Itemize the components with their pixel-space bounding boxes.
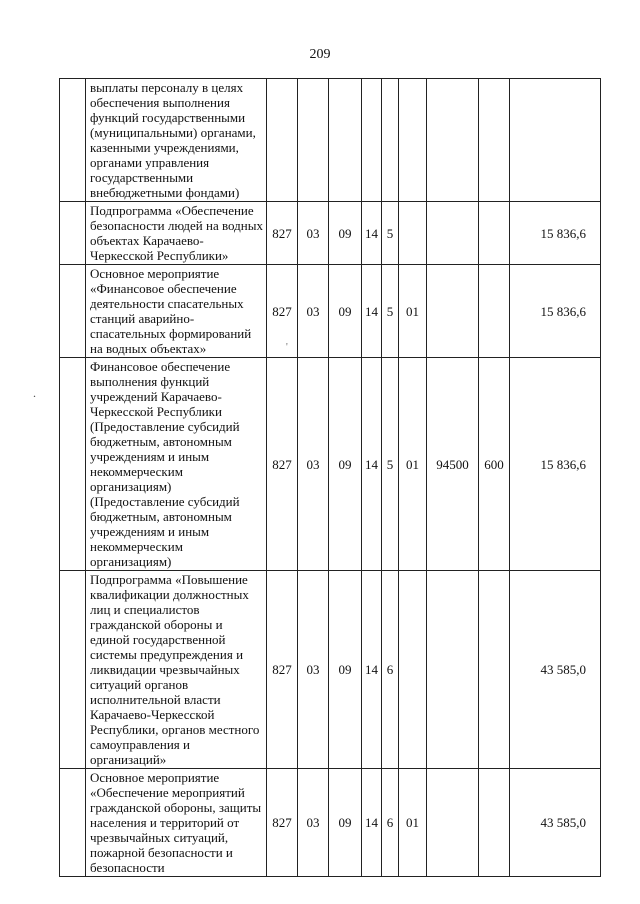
subprogram-code-cell: 6: [382, 769, 399, 877]
expense-type-cell: [479, 79, 510, 202]
ministry-code-cell: 827: [267, 202, 298, 265]
program-code-cell: 14: [362, 202, 382, 265]
expense-type-cell: [479, 265, 510, 358]
ministry-code-cell: 827: [267, 571, 298, 769]
subprogram-code-cell: 5: [382, 358, 399, 571]
item-name-cell: Основное мероприятие «Финансовое обеспечение деятельности спасательных станций аварийно-спасательных формирований на водных объектах»: [86, 265, 267, 358]
row-spacer-cell: [60, 202, 86, 265]
ministry-code-cell: [267, 79, 298, 202]
expense-type-cell: [479, 769, 510, 877]
expense-type-cell: [479, 571, 510, 769]
subprogram-code-cell: 5: [382, 265, 399, 358]
expense-type-cell: 600: [479, 358, 510, 571]
ministry-code-cell: 827: [267, 358, 298, 571]
table-row: [60, 79, 601, 202]
subsection-code-cell: 09: [329, 202, 362, 265]
row-spacer-cell: [60, 769, 86, 877]
table-row: [60, 769, 601, 877]
subsection-code-cell: 09: [329, 265, 362, 358]
table-row: [60, 202, 601, 265]
ministry-code-cell: 827: [267, 769, 298, 877]
budget-table: [59, 78, 601, 877]
direction-code-cell: [427, 79, 479, 202]
margin-dot: .: [33, 386, 36, 400]
amount-cell: 43 585,0: [510, 571, 601, 769]
item-name-cell: Финансовое обеспечение выполнения функций учреждений Карачаево-Черкесской Республики (Предоставление субсидий бюджетным, автономным учреждениям и иным некоммерческим организациям) (Предоставление субсидий бюджетным, автономным учреждениям и иным некоммерческим организациям): [86, 358, 267, 571]
expense-type-cell: [479, 202, 510, 265]
section-code-cell: 03: [298, 265, 329, 358]
subsection-code-cell: 09: [329, 769, 362, 877]
program-code-cell: 14: [362, 769, 382, 877]
direction-code-cell: [427, 769, 479, 877]
item-name-cell: Основное мероприятие «Обеспечение мероприятий гражданской обороны, защиты населения и территорий от чрезвычайных ситуаций, пожарной безопасности и безопасности: [86, 769, 267, 877]
section-code-cell: [298, 79, 329, 202]
item-name-cell: Подпрограмма «Обеспечение безопасности людей на водных объектах Карачаево-Черкесской Республики»: [86, 202, 267, 265]
section-code-cell: 03: [298, 769, 329, 877]
subsection-code-cell: 09: [329, 358, 362, 571]
direction-code-cell: 94500: [427, 358, 479, 571]
row-spacer-cell: [60, 79, 86, 202]
event-code-cell: 01: [399, 265, 427, 358]
ministry-code-cell: 827: [267, 265, 298, 358]
table-row: [60, 265, 601, 358]
table-row: [60, 571, 601, 769]
direction-code-cell: [427, 571, 479, 769]
item-name-cell: выплаты персоналу в целях обеспечения выполнения функций государственными (муниципальными) органами, казенными учреждениями, органами управления государственными внебюджетными фондами): [86, 79, 267, 202]
direction-code-cell: [427, 202, 479, 265]
margin-tick: ': [286, 342, 288, 353]
amount-cell: [510, 79, 601, 202]
amount-cell: 15 836,6: [510, 202, 601, 265]
amount-cell: 15 836,6: [510, 265, 601, 358]
program-code-cell: 14: [362, 571, 382, 769]
amount-cell: 43 585,0: [510, 769, 601, 877]
event-code-cell: 01: [399, 769, 427, 877]
section-code-cell: 03: [298, 202, 329, 265]
subprogram-code-cell: 5: [382, 202, 399, 265]
direction-code-cell: [427, 265, 479, 358]
event-code-cell: [399, 571, 427, 769]
subsection-code-cell: [329, 79, 362, 202]
event-code-cell: [399, 79, 427, 202]
page-number: 209: [309, 47, 331, 62]
subprogram-code-cell: [382, 79, 399, 202]
item-name-cell: Подпрограмма «Повышение квалификации должностных лиц и специалистов гражданской обороны и единой государственной системы предупреждения и ликвидации чрезвычайных ситуаций органов исполнительной власти Карачаево-Черкесской Республики, органов местного самоуправления и организаций»: [86, 571, 267, 769]
subsection-code-cell: 09: [329, 571, 362, 769]
amount-cell: 15 836,6: [510, 358, 601, 571]
table-row: [60, 358, 601, 571]
section-code-cell: 03: [298, 571, 329, 769]
row-spacer-cell: [60, 265, 86, 358]
row-spacer-cell: [60, 358, 86, 571]
subprogram-code-cell: 6: [382, 571, 399, 769]
section-code-cell: 03: [298, 358, 329, 571]
event-code-cell: [399, 202, 427, 265]
program-code-cell: 14: [362, 265, 382, 358]
program-code-cell: [362, 79, 382, 202]
program-code-cell: 14: [362, 358, 382, 571]
row-spacer-cell: [60, 571, 86, 769]
event-code-cell: 01: [399, 358, 427, 571]
